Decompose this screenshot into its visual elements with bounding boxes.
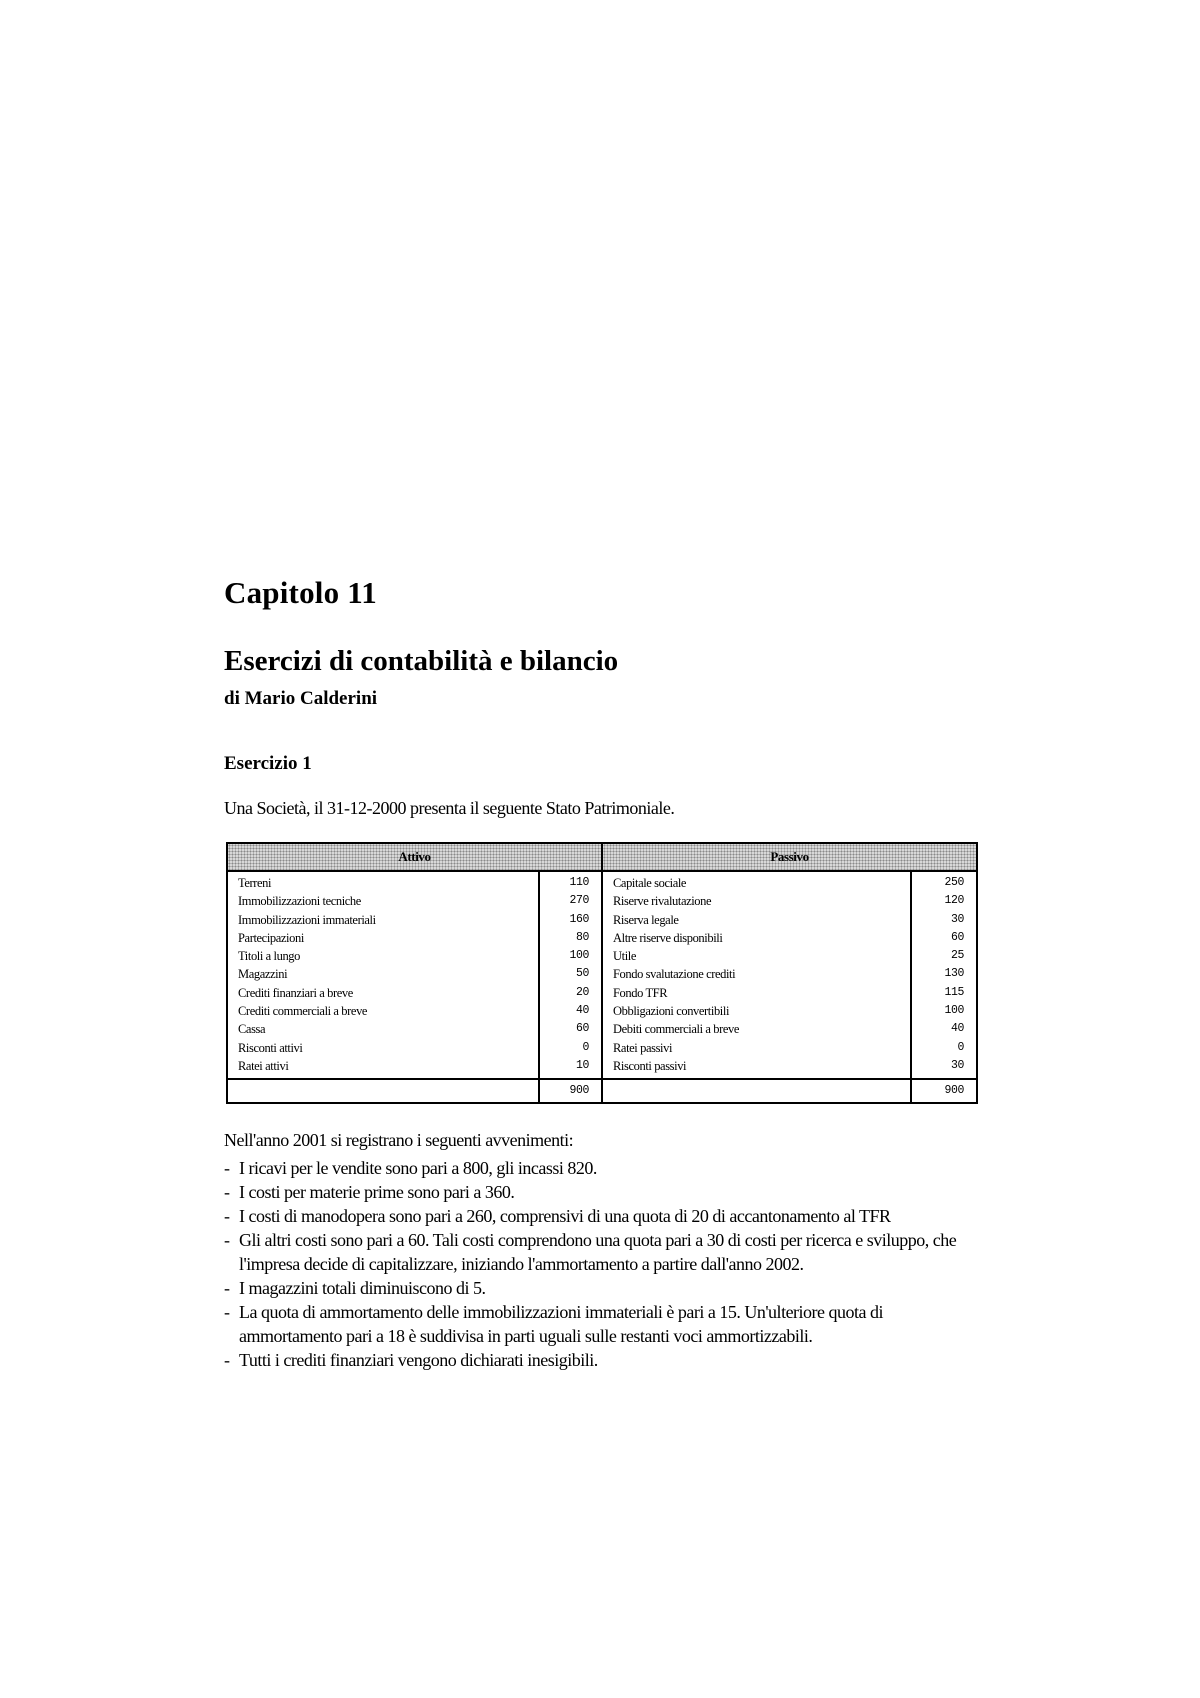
- list-item: [224, 1300, 984, 1348]
- passivo-rows: [603, 874, 976, 1075]
- row-label: Immobilizzazioni tecniche: [238, 894, 361, 909]
- passivo-header: Passivo: [603, 844, 976, 872]
- list-item-text: Tutti i crediti finanziari vengono dichiarati inesigibili.: [239, 1350, 598, 1370]
- row-value: 60: [575, 1022, 589, 1036]
- exercise-heading: Esercizio 1: [224, 753, 312, 774]
- row-label: Risconti passivi: [613, 1058, 687, 1073]
- row-label: Immobilizzazioni immateriali: [238, 912, 376, 927]
- row-label: Ratei passivi: [613, 1040, 673, 1055]
- bullet-dash: -: [224, 1182, 230, 1202]
- row-value: 0: [582, 1040, 589, 1054]
- bullet-dash: -: [224, 1302, 230, 1322]
- total-divider: [228, 1078, 601, 1080]
- row-label: Riserva legale: [613, 912, 679, 927]
- attivo-rows: [228, 874, 601, 1075]
- balance-sheet-table: [226, 842, 978, 1104]
- row-label: Riserve rivalutazione: [613, 894, 712, 909]
- row-label: Titoli a lungo: [238, 949, 301, 964]
- row-value: 40: [575, 1004, 589, 1018]
- bullet-dash: -: [224, 1278, 230, 1298]
- row-value: 30: [950, 1058, 964, 1072]
- table-row: [603, 892, 976, 910]
- list-item: [224, 1180, 984, 1204]
- row-label: Terreni: [238, 876, 272, 890]
- attivo-total: 900: [569, 1084, 589, 1097]
- row-label: Capitale sociale: [613, 876, 687, 890]
- row-value: 120: [944, 894, 964, 908]
- table-row: [603, 984, 976, 1002]
- passivo-column: [603, 844, 976, 1102]
- table-row: [228, 965, 601, 983]
- row-value: 270: [569, 894, 589, 908]
- author-line: di Mario Calderini: [224, 688, 378, 709]
- row-value: 80: [575, 930, 589, 944]
- table-row: [228, 984, 601, 1002]
- table-row: [228, 892, 601, 910]
- intro-paragraph: Una Società, il 31-12-2000 presenta il seguente Stato Patrimoniale.: [224, 798, 675, 818]
- row-label: Obbligazioni convertibili: [613, 1004, 730, 1019]
- row-label: Utile: [613, 949, 636, 964]
- table-row: [228, 947, 601, 965]
- list-item-text: Gli altri costi sono pari a 60. Tali costi comprendono una quota pari a 30 di costi per ricerca e sviluppo, che l'impresa decide di capitalizzare, iniziando l'ammortamento a partire dall'anno 2002.: [239, 1230, 957, 1274]
- total-divider: [603, 1078, 976, 1080]
- bullet-dash: -: [224, 1158, 230, 1178]
- table-row: [603, 911, 976, 929]
- table-row: [228, 1039, 601, 1057]
- table-row: [603, 1039, 976, 1057]
- table-row: [603, 1002, 976, 1020]
- row-value: 30: [950, 912, 964, 926]
- table-row: [228, 1057, 601, 1075]
- bullet-dash: -: [224, 1350, 230, 1370]
- row-value: 110: [569, 876, 589, 889]
- row-label: Crediti finanziari a breve: [238, 985, 353, 1000]
- row-label: Ratei attivi: [238, 1058, 289, 1073]
- row-label: Magazzini: [238, 967, 288, 982]
- table-row: [603, 1020, 976, 1038]
- table-row: [603, 929, 976, 947]
- row-value: 160: [569, 912, 589, 926]
- list-item-text: La quota di ammortamento delle immobilizzazioni immateriali è pari a 15. Un'ulteriore quota di ammortamento pari a 18 è suddivisa in parti uguali sulle restanti voci ammortizzabili.: [239, 1302, 884, 1346]
- table-row: [228, 929, 601, 947]
- row-label: Altre riserve disponibili: [613, 930, 723, 945]
- row-value: 40: [950, 1022, 964, 1036]
- chapter-title: Esercizi di contabilità e bilancio: [224, 645, 619, 677]
- events-list: [224, 1156, 984, 1372]
- table-row: [228, 911, 601, 929]
- events-intro: Nell'anno 2001 si registrano i seguenti avvenimenti:: [224, 1130, 574, 1150]
- row-label: Partecipazioni: [238, 930, 304, 945]
- list-item: [224, 1348, 984, 1372]
- table-row: [603, 874, 976, 892]
- list-item-text: I costi di manodopera sono pari a 260, comprensivi di una quota di 20 di accantonamento al TFR: [239, 1206, 891, 1226]
- list-item: [224, 1204, 984, 1228]
- row-label: Fondo TFR: [613, 985, 668, 1000]
- list-item: [224, 1276, 984, 1300]
- table-row: [603, 965, 976, 983]
- row-value: 50: [575, 967, 589, 981]
- list-item: [224, 1156, 984, 1180]
- row-value: 115: [944, 985, 964, 999]
- row-value: 20: [575, 985, 589, 999]
- chapter-heading: Capitolo 11: [224, 575, 377, 610]
- row-value: 130: [944, 967, 964, 981]
- bullet-dash: -: [224, 1230, 230, 1250]
- row-label: Debiti commerciali a breve: [613, 1022, 739, 1037]
- row-value: 250: [944, 876, 964, 889]
- row-value: 10: [575, 1058, 589, 1072]
- row-label: Fondo svalutazione crediti: [613, 967, 736, 982]
- table-row: [603, 1057, 976, 1075]
- table-row: [603, 947, 976, 965]
- passivo-total: 900: [944, 1084, 964, 1097]
- table-row: [228, 1002, 601, 1020]
- bullet-dash: -: [224, 1206, 230, 1226]
- list-item-text: I ricavi per le vendite sono pari a 800, gli incassi 820.: [239, 1158, 597, 1178]
- list-item-text: I magazzini totali diminuiscono di 5.: [239, 1278, 486, 1298]
- row-label: Risconti attivi: [238, 1040, 303, 1055]
- row-value: 25: [950, 949, 964, 963]
- table-row: [228, 874, 601, 892]
- attivo-header: Attivo: [228, 844, 601, 872]
- row-value: 100: [944, 1004, 964, 1018]
- row-label: Cassa: [238, 1022, 266, 1037]
- row-value: 60: [950, 930, 964, 944]
- row-value: 100: [569, 949, 589, 963]
- row-value: 0: [957, 1040, 964, 1054]
- attivo-column: [228, 844, 603, 1102]
- row-label: Crediti commerciali a breve: [238, 1004, 368, 1019]
- table-row: [228, 1020, 601, 1038]
- list-item-text: I costi per materie prime sono pari a 360.: [239, 1182, 515, 1202]
- list-item: [224, 1228, 984, 1276]
